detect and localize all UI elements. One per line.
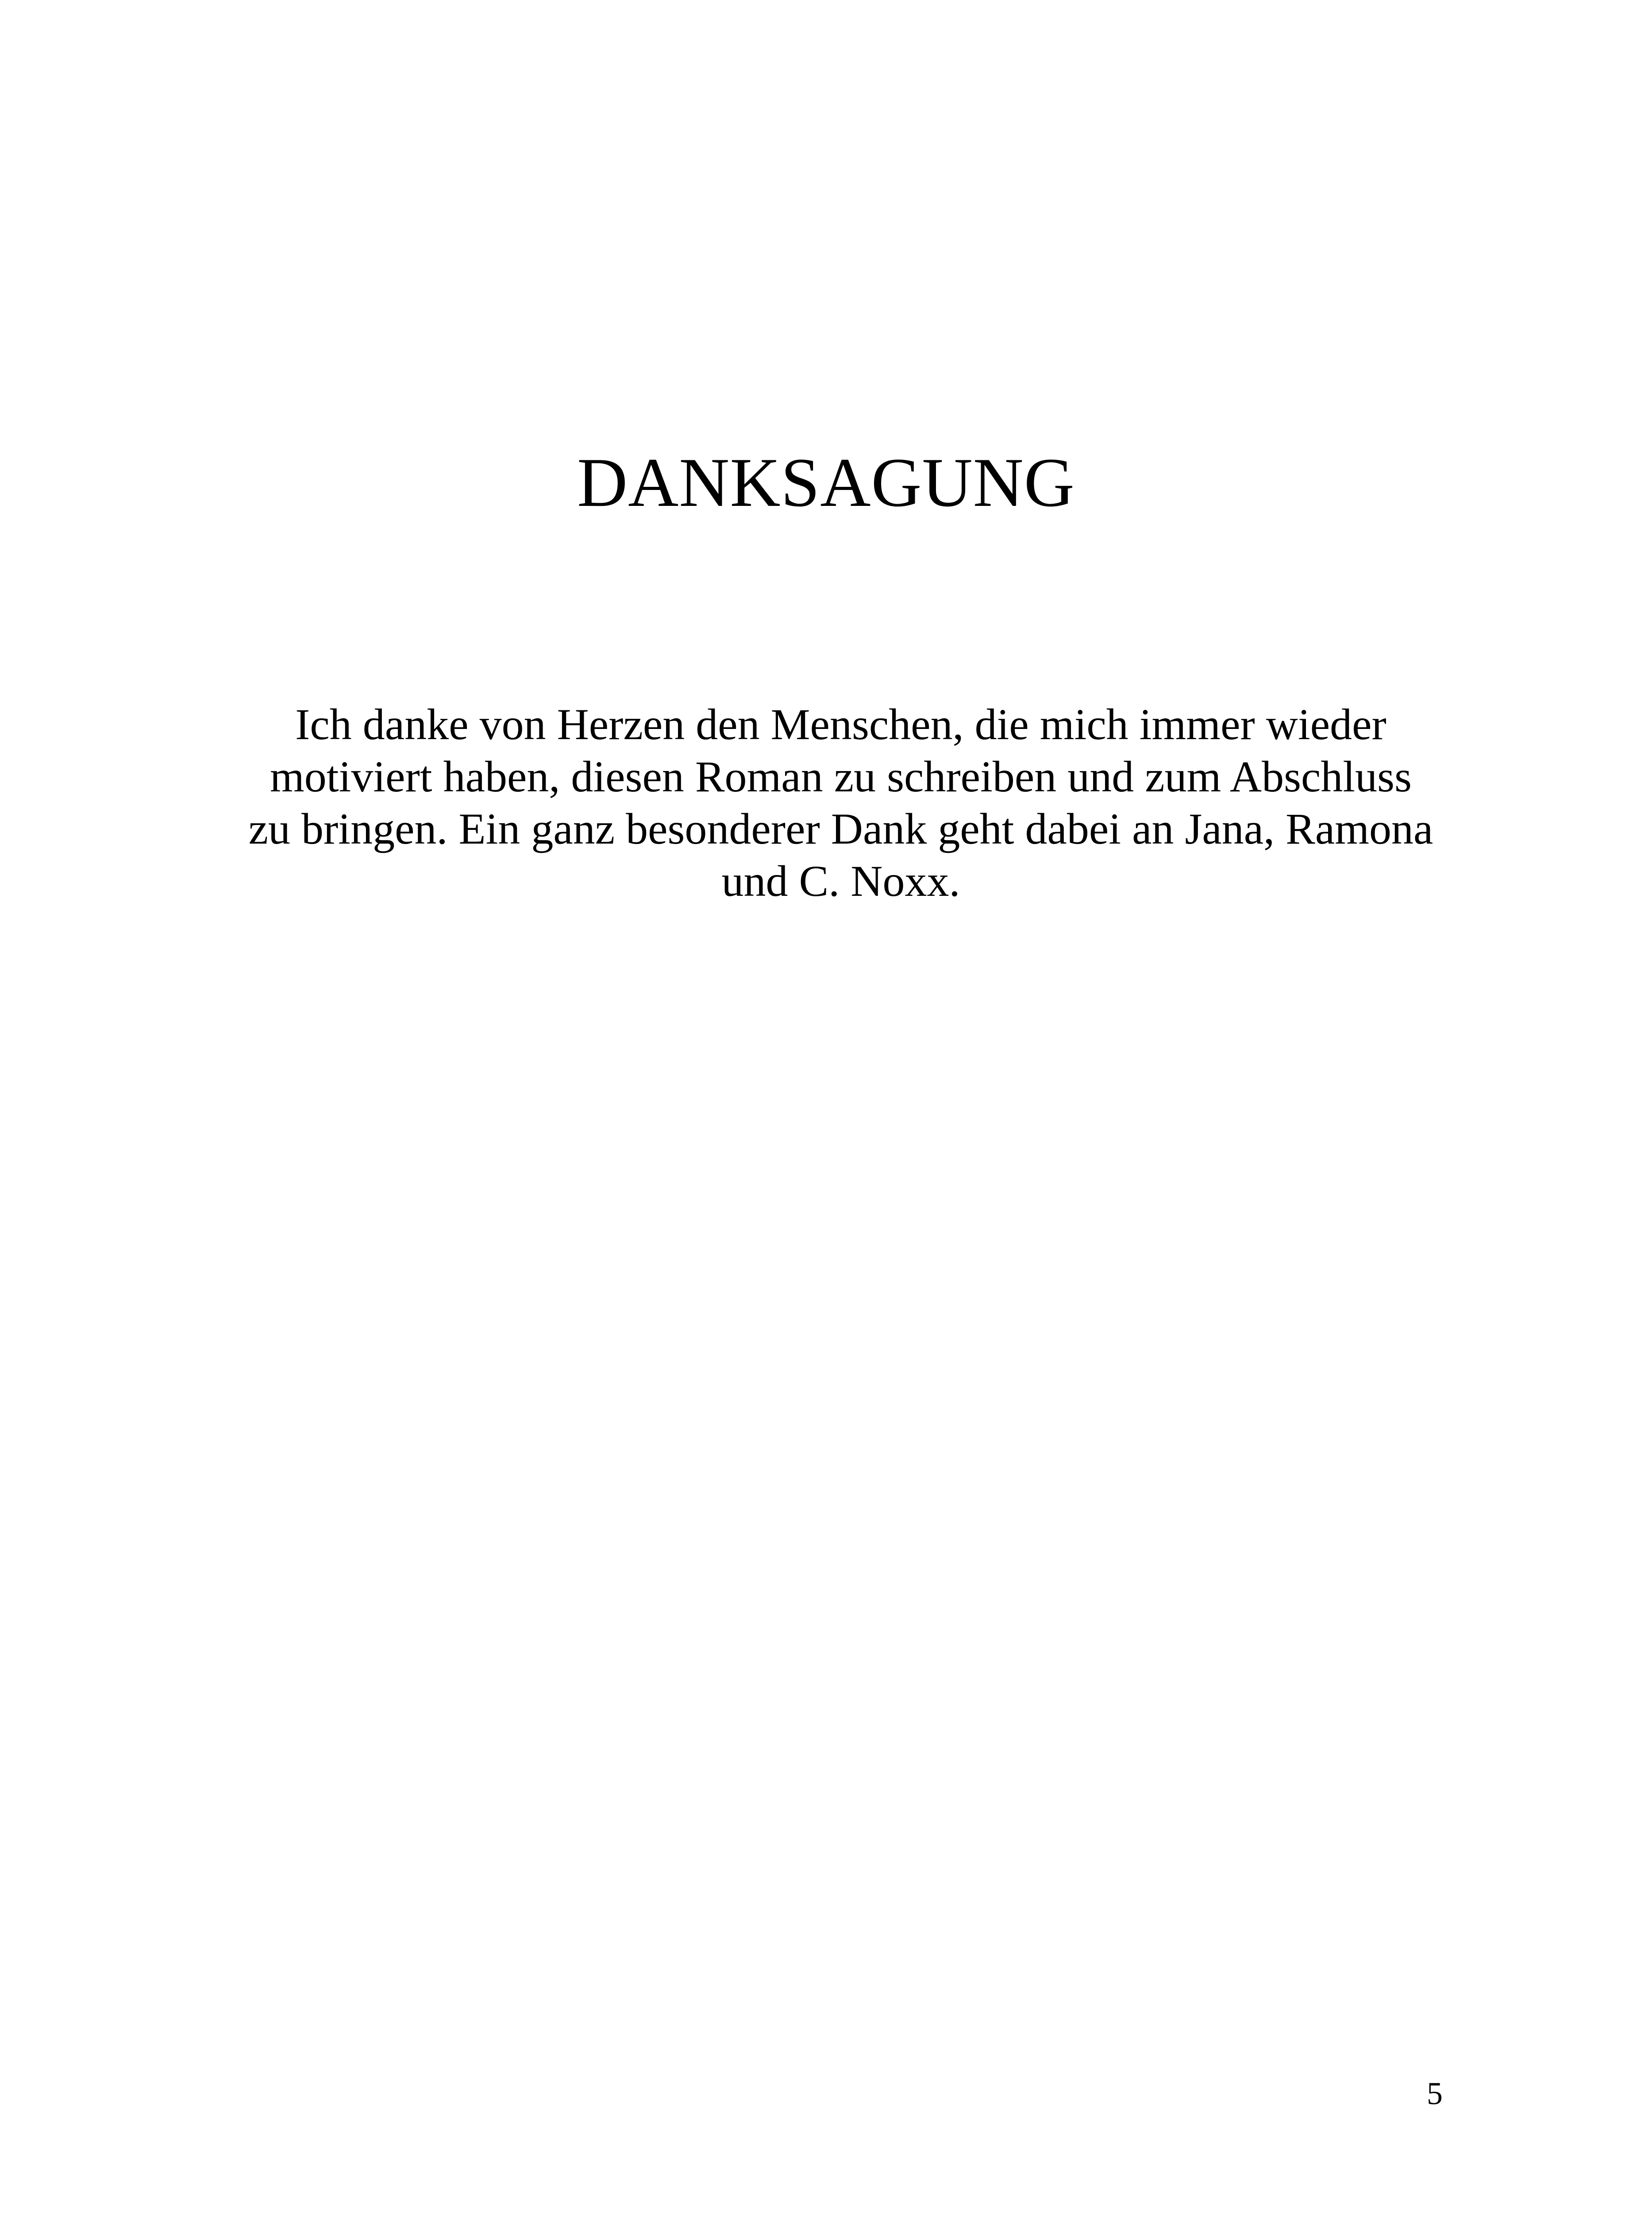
- page-heading: DANKSAGUNG: [577, 443, 1075, 521]
- paragraph-line: und C. Noxx.: [721, 856, 960, 906]
- page-number: 5: [1427, 2076, 1443, 2111]
- paragraph-line: zu bringen. Ein ganz besonderer Dank geht dabei an Jana, Ramona: [248, 804, 1433, 853]
- paragraph-line: motiviert haben, diesen Roman zu schreiben und zum Abschluss: [270, 752, 1412, 801]
- acknowledgement-paragraph: [248, 698, 1434, 907]
- paragraph-line: Ich danke von Herzen den Menschen, die mich immer wieder: [295, 700, 1386, 749]
